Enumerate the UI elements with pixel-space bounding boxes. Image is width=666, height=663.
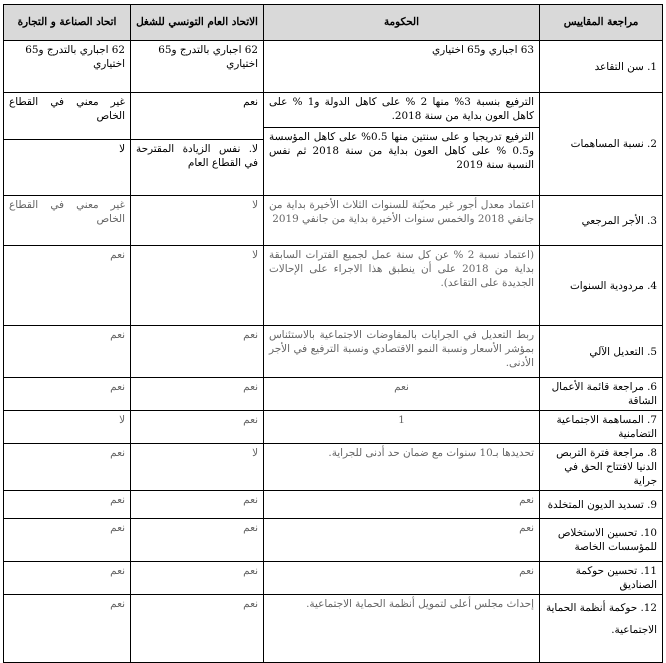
ugtt-cell: لا <box>131 444 264 491</box>
measure-cell: 12. حوكمة أنظمة الحماية الاجتماعية. <box>540 595 663 663</box>
ugtt-cell: نعم <box>131 378 264 411</box>
cell-divider <box>4 139 130 140</box>
utica-cell: نعم <box>4 491 131 519</box>
table-row <box>4 196 663 246</box>
utica-cell: غير معني في القطاع الخاص <box>4 196 131 246</box>
government-cell: نعم <box>264 491 540 519</box>
government-cell: نعم <box>264 519 540 562</box>
ugtt-public-sector: نعم <box>243 96 258 108</box>
ugtt-cell: لا <box>131 196 264 246</box>
table-row <box>4 411 663 444</box>
government-cell: ربط التعديل في الجرايات بالمفاوضات الاجتماعية بالاستئناس بمؤشر الأسعار ونسبة النمو الاقتصادي ونسبة الترفيع في الأجر الأدنى. <box>264 326 540 378</box>
utica-cell: نعم <box>4 595 131 663</box>
cell-divider <box>131 139 263 140</box>
utica-cell <box>4 93 131 196</box>
measure-cell: 7. المساهمة الاجتماعية التضامنية <box>540 411 663 444</box>
table-row <box>4 595 663 663</box>
header-measures: مراجعة المقاييس <box>540 5 663 41</box>
government-cell: اعتماد معدل أجور غير محيّنة للسنوات الثلاث الأخيرة بداية من جانفي 2018 والخمس سنوات الأخيرة بداية من جانفي 2019 <box>264 196 540 246</box>
government-cell: (اعتماد نسبة 2 % عن كل سنة عمل لجميع الفترات السابقة بداية من 2018 على أن ينطبق هذا الاجراء على الإحالات الجديدة على التقاعد). <box>264 246 540 326</box>
government-cell: 1 <box>264 411 540 444</box>
utica-cell: 62 اجباري بالتدرج و65 اختياري <box>4 41 131 93</box>
measure-cell: 5. التعديل الآلي <box>540 326 663 378</box>
ugtt-cell: نعم <box>131 491 264 519</box>
table-row <box>4 93 663 196</box>
ugtt-cell: لا <box>131 246 264 326</box>
table-row <box>4 41 663 93</box>
ugtt-cell: نعم <box>131 411 264 444</box>
government-cell: إحداث مجلس أعلى لتمويل أنظمة الحماية الاجتماعية. <box>264 595 540 663</box>
government-cell: نعم <box>264 378 540 411</box>
measure-cell: 2. نسبة المساهمات <box>540 93 663 196</box>
table-row <box>4 378 663 411</box>
government-cell: نعم <box>264 562 540 595</box>
government-cell <box>264 93 540 196</box>
header-row <box>4 5 663 41</box>
table-row <box>4 444 663 491</box>
measure-cell: 6. مراجعة قائمة الأعمال الشاقة <box>540 378 663 411</box>
table-row <box>4 326 663 378</box>
ugtt-cell: نعم <box>131 519 264 562</box>
utica-private-sector: لا <box>119 143 125 155</box>
ugtt-cell <box>131 93 264 196</box>
ugtt-private-sector: لا. نفس الزيادة المقترحة في القطاع العام <box>136 143 258 169</box>
table-row <box>4 562 663 595</box>
government-cell: تحديدها بـ10 سنوات مع ضمان حد أدنى للجراية. <box>264 444 540 491</box>
utica-cell: نعم <box>4 444 131 491</box>
table-row <box>4 519 663 562</box>
government-public-sector: الترفيع بنسبة 3% منها 2 % على كاهل الدولة و1 % على كاهل العون بداية من سنة 2018. <box>269 96 534 122</box>
ugtt-cell: نعم <box>131 595 264 663</box>
measure-cell: 1. سن التقاعد <box>540 41 663 93</box>
cell-divider <box>264 127 539 128</box>
measure-cell: 11. تحسين حوكمة الصناديق <box>540 562 663 595</box>
table-row <box>4 491 663 519</box>
measure-cell: 4. مردودية السنوات <box>540 246 663 326</box>
government-private-sector: الترفيع تدريجيا و على سنتين منها 0.5% على كاهل المؤسسة و0.5 % على كاهل العون بداية من سنة 2018 ثم نفس النسبة سنة 2019 <box>269 131 534 171</box>
measure-cell: 10. تحسين الاستخلاص للمؤسسات الخاصة <box>540 519 663 562</box>
utica-cell: نعم <box>4 378 131 411</box>
ugtt-cell: نعم <box>131 562 264 595</box>
ugtt-cell: نعم <box>131 326 264 378</box>
ugtt-cell: 62 اجباري بالتدرج و65 اختياري <box>131 41 264 93</box>
measure-cell: 3. الأجر المرجعي <box>540 196 663 246</box>
header-ugtt: الاتحاد العام التونسي للشغل <box>131 5 264 41</box>
utica-cell: نعم <box>4 519 131 562</box>
measure-cell: 8. مراجعة فترة التربص الدنيا لافتتاح الحق في جراية <box>540 444 663 491</box>
utica-cell: لا <box>4 411 131 444</box>
utica-cell: نعم <box>4 246 131 326</box>
measure-cell: 9. تسديد الديون المتخلدة <box>540 491 663 519</box>
comparison-table <box>3 4 663 663</box>
header-utica: اتحاد الصناعة و التجارة <box>4 5 131 41</box>
government-cell: 63 اجباري و65 اختياري <box>264 41 540 93</box>
utica-cell: نعم <box>4 562 131 595</box>
header-government: الحكومة <box>264 5 540 41</box>
utica-public-sector: غير معني في القطاع الخاص <box>9 96 125 122</box>
utica-cell: نعم <box>4 326 131 378</box>
table-row <box>4 246 663 326</box>
